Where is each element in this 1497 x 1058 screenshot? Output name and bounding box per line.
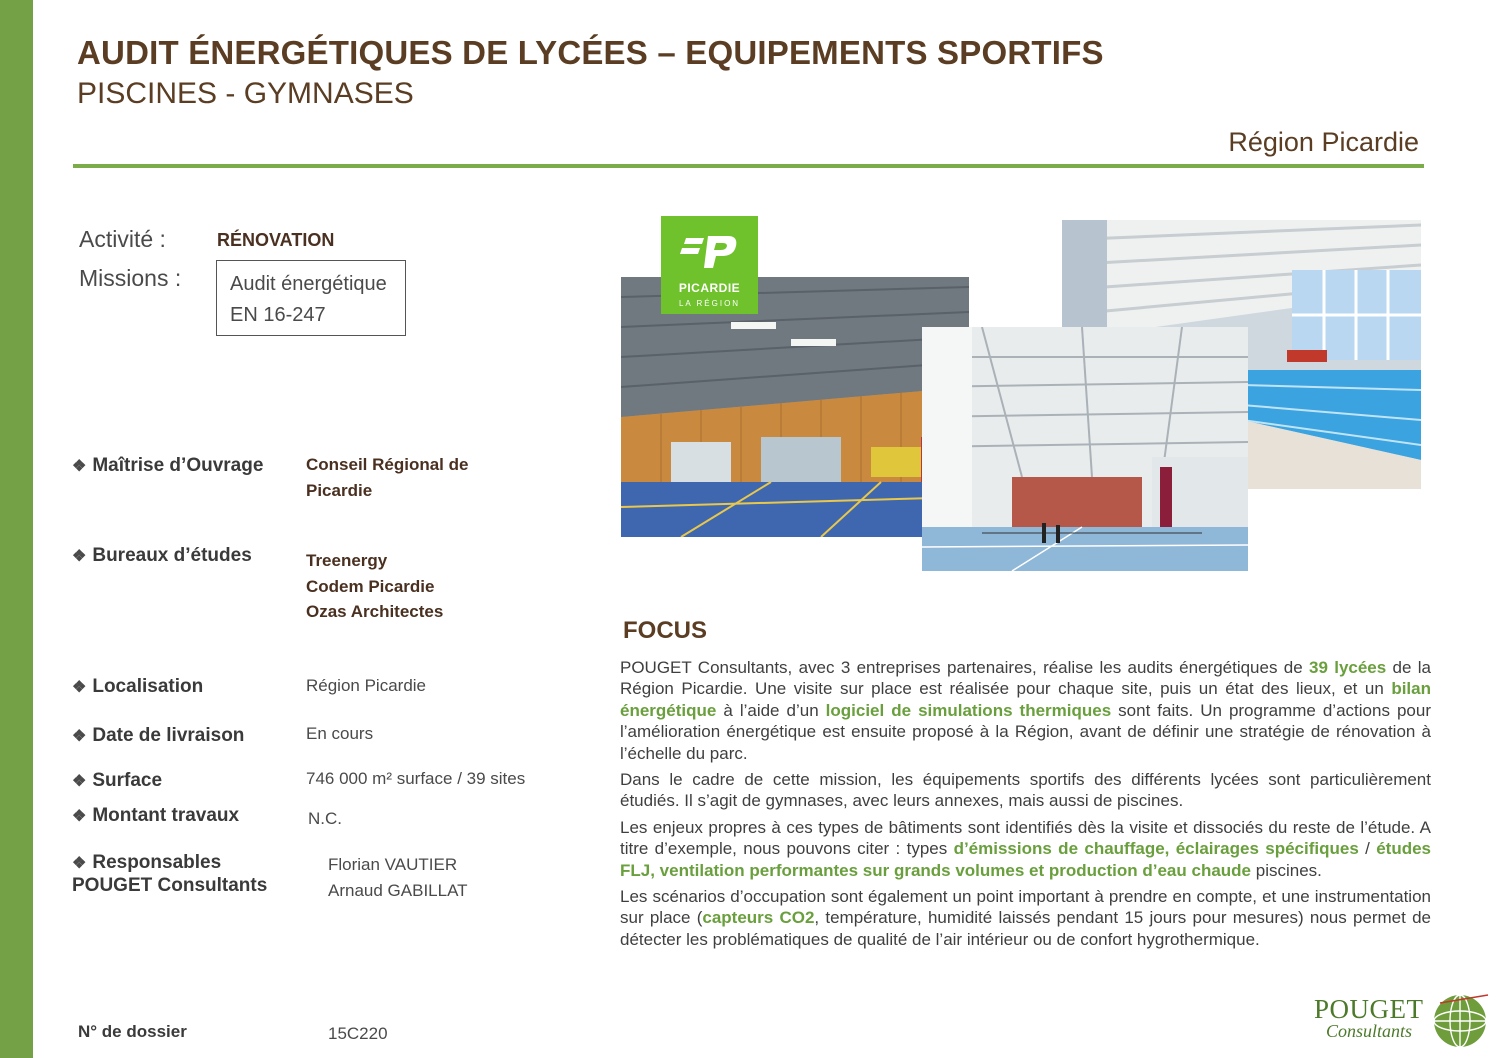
focus-paragraph: Les enjeux propres à ces types de bâtiments sont identifiés dès la visite et dissociés du reste de l’étude. A titre d’exemple, nous pouvons citer : types d’émissions de chauffage, éclairages spécifiques / études FLJ, ventilation performantes sur grands volumes et production d’eau chaude piscines. — [620, 817, 1431, 880]
diamond-bullet-icon: ❖ — [72, 808, 87, 825]
pouget-logo — [1312, 993, 1490, 1051]
diamond-bullet-icon: ❖ — [72, 458, 87, 475]
dossier-value: 15C220 — [328, 1024, 388, 1043]
maitrise-value: Conseil Régional de Picardie — [306, 455, 469, 500]
header-divider — [73, 164, 1424, 168]
picardie-logo-name: PICARDIE — [678, 281, 741, 295]
surface-value: 746 000 m² surface / 39 sites — [306, 769, 526, 788]
surface-label: ❖ Surface — [72, 770, 163, 791]
diamond-bullet-icon: ❖ — [72, 855, 87, 872]
montant-value: N.C. — [308, 809, 342, 828]
picardie-logo — [661, 216, 758, 314]
page-subtitle: PISCINES - GYMNASES — [77, 77, 414, 110]
responsables-company: POUGET Consultants — [72, 875, 268, 896]
activity-value: RÉNOVATION — [217, 230, 335, 250]
diamond-bullet-icon: ❖ — [72, 728, 87, 745]
mission-item: EN 16-247 — [230, 304, 326, 326]
livraison-value: En cours — [306, 724, 374, 743]
diamond-bullet-icon: ❖ — [72, 679, 87, 696]
maitrise-label: ❖ Maîtrise d’Ouvrage — [72, 455, 264, 476]
localisation-label: ❖ Localisation — [72, 676, 204, 697]
gym-photo-2 — [922, 327, 1248, 571]
left-green-band — [0, 0, 33, 1058]
diamond-bullet-icon: ❖ — [72, 773, 87, 790]
picardie-logo-tagline: LA RÉGION — [678, 299, 741, 308]
focus-body — [620, 657, 1431, 955]
livraison-label: ❖ Date de livraison — [72, 725, 245, 746]
localisation-value: Région Picardie — [306, 676, 427, 695]
bureaux-label: ❖ Bureaux d’études — [72, 545, 252, 566]
picardie-logo-icon — [680, 232, 740, 272]
missions-label: Missions : — [79, 265, 182, 291]
focus-title: FOCUS — [623, 617, 707, 644]
activity-label: Activité : — [79, 226, 166, 252]
gym-photo-1 — [621, 277, 969, 537]
diamond-bullet-icon: ❖ — [72, 548, 87, 565]
bureaux-value: Treenergy Codem Picardie Ozas Architectes — [306, 551, 444, 621]
region-label: Région Picardie — [1228, 127, 1419, 157]
montant-label: ❖ Montant travaux — [72, 805, 240, 826]
pouget-logo-name: POUGET — [1314, 994, 1424, 1024]
focus-paragraph: POUGET Consultants, avec 3 entreprises partenaires, réalise les audits énergétiques de 39 lycées de la Région Picardie. Une visite sur place est réalisée pour chaque site, puis un état des lieux, et un bilan énergétique à l’aide d’un logiciel de simulations thermiques sont faits. Un programme d’actions pour l’amélioration énergétique est ensuite proposé à la Région, avant de définir une stratégie de rénovation à l’échelle du parc. — [620, 658, 1431, 763]
responsables-label: ❖ Responsables — [72, 852, 222, 873]
mission-item: Audit énergétique — [230, 273, 387, 295]
dossier-label: N° de dossier — [78, 1022, 187, 1041]
missions-box — [216, 260, 406, 336]
page-title: AUDIT ÉNERGÉTIQUES DE LYCÉES – EQUIPEMENTS SPORTIFS — [77, 34, 1104, 71]
focus-paragraph: Dans le cadre de cette mission, les équipements sportifs des différents lycées sont particulièrement étudiés. Il s’agit de gymnases, avec leurs annexes, mais aussi de piscines. — [620, 770, 1431, 811]
responsables-value: Florian VAUTIER Arnaud GABILLAT — [328, 855, 468, 900]
focus-paragraph: Les scénarios d’occupation sont également un point important à prendre en compte, et une instrumentation sur place (capteurs CO2, température, humidité laissés pendant 15 jours pour mesures) nous permet de détecter les problématiques de qualité de l’air intérieur ou de confort hygrothermique. — [620, 887, 1431, 949]
pouget-logo-subtitle: Consultants — [1326, 1021, 1413, 1041]
